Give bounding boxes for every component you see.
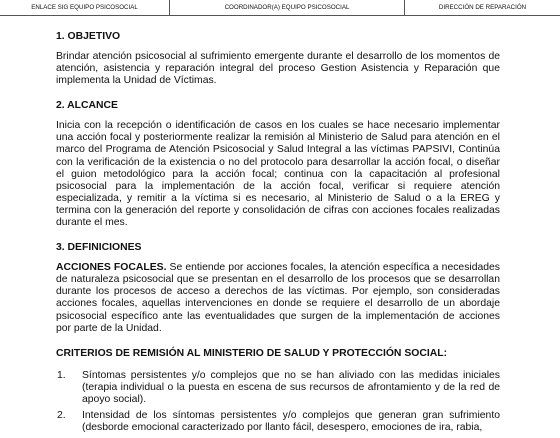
definition-text: Se entiende por acciones focales, la atención específica a necesidades de naturaleza psicosocial que se presentan en el desarrollo de los procesos que se desarrollan durante los procesos de acceso a derechos de las víctimas. Por ejemplo, son consideradas acciones focales, aquellas intervenciones en donde se requiere el desarrollo de un abordaje psicosocial específico ante las eventualidades que surgen de la implementación de acciones por parte de la Unidad. (56, 262, 501, 334)
section-text-alcance: Inicia con la recepción o identificación de casos en los cuales se hace necesario implementar una acción focal y posteriormente realizar la remisión al Ministerio de Salud para atención en el marco del Programa de Atención Psicosocial y Salud Integral a las víctimas PAPSIVI, Continúa con la verificación de la existencia o no del protocolo para desarrollar la acción focal, o diseñar el guion metodológico para la acción focal; continua con la capacitación al profesional psicosocial para la implementación de la acción focal, verificar si requiere atención especializada, y remitir a la víctima si es necesario, al Ministerio de Salud o a la EREG y termina con la generación del reporte y consolidación de cifras con acciones focales realizadas durante el mes. (56, 120, 500, 229)
criteria-heading: CRITERIOS DE REMISIÓN AL MINISTERIO DE SALUD Y PROTECCIÓN SOCIAL: (56, 347, 448, 359)
criteria-list (56, 370, 500, 434)
section-text-objetivo: Brindar atención psicosocial al sufrimiento emergente durante el desarrollo de los momentos de atención, asistencia y reparación integral del proceso Gestion Asistencia y Reparación que implementa la Unidad de Víctimas. (56, 51, 500, 87)
section-heading-alcance: 2. ALCANCE (56, 100, 118, 112)
criteria-list-item (56, 410, 500, 434)
definition-term: ACCIONES FOCALES. (56, 262, 167, 274)
list-item-number: 2. (57, 409, 66, 421)
document-header-table (0, 0, 560, 16)
section-heading-objetivo: 1. OBJETIVO (56, 31, 121, 42)
document-body (56, 30, 500, 438)
list-item-text: Síntomas persistentes y/o complejos que no se han aliviado con las medidas iniciales (terapia individual o la puesta en escena de sus recursos de afrontamiento y de la red de apoyo social). (82, 369, 500, 405)
header-cell-enlace-sig: ENLACE SIG EQUIPO PSICOSOCIAL (0, 0, 170, 15)
list-item-number: 1. (57, 369, 66, 381)
section-heading-definiciones: 3. DEFINICIONES (56, 242, 142, 254)
header-cell-direccion: DIRECCIÓN DE REPARACIÓN (438, 4, 527, 11)
header-cell-coordinador: COORDINADOR(A) EQUIPO PSICOSOCIAL (170, 0, 405, 15)
list-item-text: Intensidad de los síntomas persistentes y/o complejos que generan gran sufrimiento (desborde emocional caracterizado por llanto fácil, desespero, emociones de ira, rabia, (82, 409, 500, 434)
criteria-list-item (56, 370, 500, 406)
definition-acciones-focales (56, 262, 500, 335)
